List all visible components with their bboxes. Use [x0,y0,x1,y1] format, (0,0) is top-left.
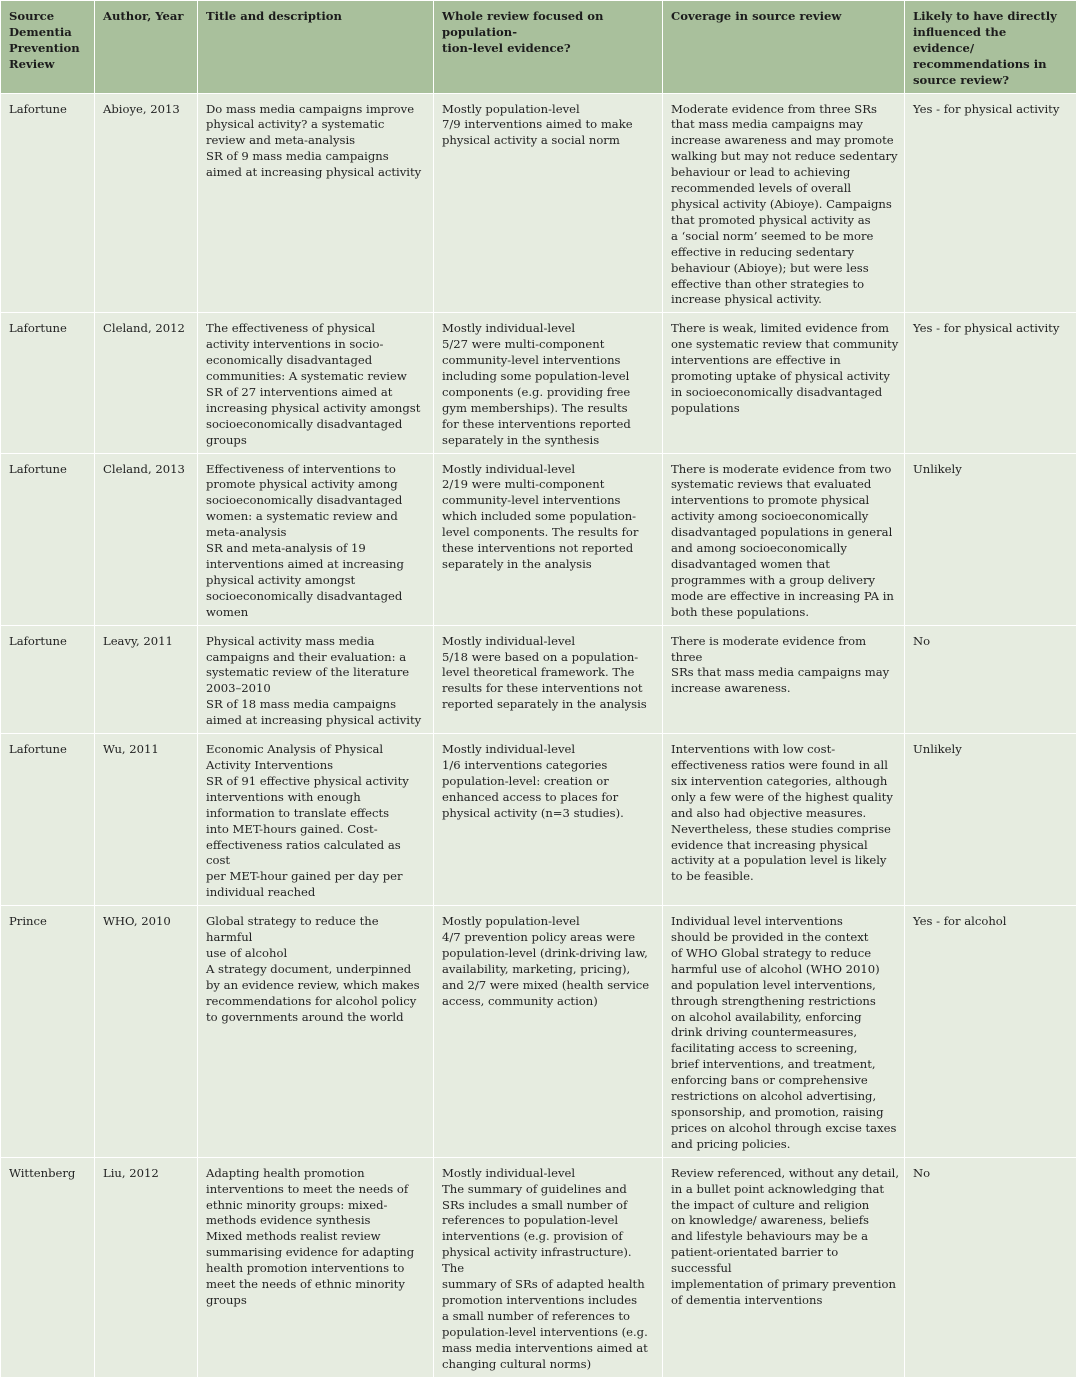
header-coverage: Coverage in source review [663,1,905,94]
header-influence: Likely to have directly influenced the evidence/ recommendations in source review? [905,1,1076,94]
table-header [1,1,1076,94]
cell-author-year: Wu, 2011 [95,734,198,906]
cell-influence: Yes - for physical activity [905,313,1076,453]
cell-population-focus: Mostly population-level 7/9 interventions aimed to make physical activity a social norm [434,93,663,313]
cell-coverage: Individual level interventions should be provided in the context of WHO Global strategy to reduce harmful use of alcohol (WHO 2010) and population level interventions, through strengthening restrictions on alcohol availability, enforcing drink driving countermeasures, facilitating access to screening, brief interventions, and treatment, enforcing bans or comprehensive restrictions on alcohol advertising, sponsorship, and promotion, raising prices on alcohol through excise taxes and pricing policies. [663,906,905,1158]
table-row [1,906,1076,1158]
cell-population-focus: Mostly individual-level 5/27 were multi-component community-level interventions including some population-level components (e.g. providing free gym memberships). The results for these interventions reported separately in the synthesis [434,313,663,453]
cell-coverage: Review referenced, without any detail, in a bullet point acknowledging that the impact of culture and religion on knowledge/ awareness, beliefs and lifestyle behaviours may be a patient-orientated barrier to successful implementation of primary prevention of dementia interventions [663,1157,905,1377]
cell-source-review: Lafortune [1,734,95,906]
cell-population-focus: Mostly individual-level 2/19 were multi-component community-level interventions which included some population- level components. The results for these interventions not reported separately in the analysis [434,453,663,625]
cell-coverage: There is moderate evidence from two systematic reviews that evaluated interventions to promote physical activity among socioeconomically disadvantaged populations in general and among socioeconomically disadvantaged women that programmes with a group delivery mode are effective in increasing PA in both these populations. [663,453,905,625]
header-population-focus: Whole review focused on population- tion-level evidence? [434,1,663,94]
cell-population-focus: Mostly individual-level The summary of guidelines and SRs includes a small number of references to population-level interventions (e.g. provision of physical activity infrastructure). The summary of SRs of adapted health promotion interventions includes a small number of references to population-level interventions (e.g. mass media interventions aimed at changing cultural norms) [434,1157,663,1377]
cell-author-year: WHO, 2010 [95,906,198,1158]
header-author-year: Author, Year [95,1,198,94]
cell-title-description: Effectiveness of interventions to promote physical activity among socioeconomically disadvantaged women: a systematic review and meta-analysis SR and meta-analysis of 19 interventions aimed at increasing physical activity amongst socioeconomically disadvantaged women [198,453,434,625]
cell-title-description: Global strategy to reduce the harmful use of alcohol A strategy document, underpinned by an evidence review, which makes recommendations for alcohol policy to governments around the world [198,906,434,1158]
cell-coverage: Moderate evidence from three SRs that mass media campaigns may increase awareness and may promote walking but may not reduce sedentary behaviour or lead to achieving recommended levels of overall physical activity (Abioye). Campaigns that promoted physical activity as a ‘social norm’ seemed to be more effective in reducing sedentary behaviour (Abioye); but were less effective than other strategies to increase physical activity. [663,93,905,313]
cell-source-review: Lafortune [1,453,95,625]
cell-title-description: Economic Analysis of Physical Activity Interventions SR of 91 effective physical activity interventions with enough information to translate effects into MET-hours gained. Cost- effectiveness ratios calculated as cost per MET-hour gained per day per individual reached [198,734,434,906]
cell-title-description: The effectiveness of physical activity interventions in socio- economically disadvantaged communities: A systematic review SR of 27 interventions aimed at increasing physical activity amongst socioeconomically disadvantaged groups [198,313,434,453]
cell-coverage: Interventions with low cost- effectiveness ratios were found in all six intervention categories, although only a few were of the highest quality and also had objective measures. Nevertheless, these studies comprise evidence that increasing physical activity at a population level is likely to be feasible. [663,734,905,906]
cell-influence: Unlikely [905,453,1076,625]
table-row [1,93,1076,313]
table-row [1,734,1076,906]
cell-influence: No [905,625,1076,733]
cell-author-year: Liu, 2012 [95,1157,198,1377]
cell-author-year: Cleland, 2013 [95,453,198,625]
table-body [1,93,1076,1377]
cell-population-focus: Mostly individual-level 5/18 were based on a population- level theoretical framework. The results for these interventions not reported separately in the analysis [434,625,663,733]
cell-source-review: Lafortune [1,313,95,453]
cell-coverage: There is moderate evidence from three SRs that mass media campaigns may increase awareness. [663,625,905,733]
table-row [1,1157,1076,1377]
cell-author-year: Cleland, 2012 [95,313,198,453]
table-row [1,453,1076,625]
cell-influence: No [905,1157,1076,1377]
table-row [1,625,1076,733]
cell-influence: Yes - for alcohol [905,906,1076,1158]
cell-source-review: Wittenberg [1,1157,95,1377]
cell-author-year: Leavy, 2011 [95,625,198,733]
header-row [1,1,1076,94]
header-title-description: Title and description [198,1,434,94]
cell-source-review: Lafortune [1,93,95,313]
cell-influence: Unlikely [905,734,1076,906]
cell-source-review: Prince [1,906,95,1158]
header-source-review: Source Dementia Prevention Review [1,1,95,94]
cell-influence: Yes - for physical activity [905,93,1076,313]
cell-source-review: Lafortune [1,625,95,733]
cell-title-description: Adapting health promotion interventions to meet the needs of ethnic minority groups: mixed- methods evidence synthesis Mixed methods realist review summarising evidence for adapting health promotion interventions to meet the needs of ethnic minority groups [198,1157,434,1377]
cell-author-year: Abioye, 2013 [95,93,198,313]
cell-population-focus: Mostly population-level 4/7 prevention policy areas were population-level (drink-driving law, availability, marketing, pricing), and 2/7 were mixed (health service access, community action) [434,906,663,1158]
cell-population-focus: Mostly individual-level 1/6 interventions categories population-level: creation or enhanced access to places for physical activity (n=3 studies). [434,734,663,906]
table-row [1,313,1076,453]
cell-title-description: Physical activity mass media campaigns and their evaluation: a systematic review of the literature 2003–2010 SR of 18 mass media campaigns aimed at increasing physical activity [198,625,434,733]
cell-title-description: Do mass media campaigns improve physical activity? a systematic review and meta-analysis SR of 9 mass media campaigns aimed at increasing physical activity [198,93,434,313]
cell-coverage: There is weak, limited evidence from one systematic review that community interventions are effective in promoting uptake of physical activity in socioeconomically disadvantaged populations [663,313,905,453]
